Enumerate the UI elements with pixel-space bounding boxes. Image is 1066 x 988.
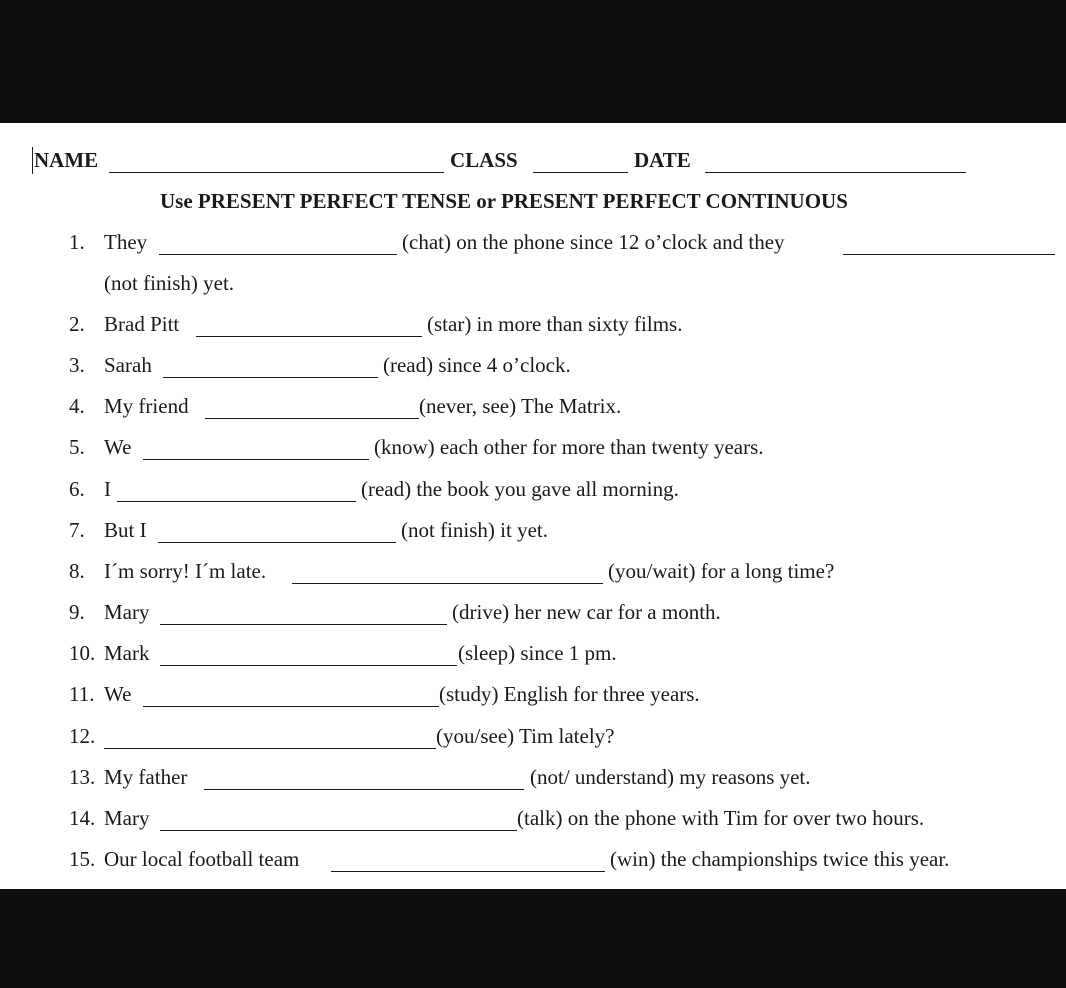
item-number: 8. (69, 559, 85, 583)
name-blank (109, 172, 444, 173)
item-number: 11. (69, 682, 95, 706)
answer-blank (196, 336, 422, 337)
item-number: 3. (69, 353, 85, 377)
name-label: NAME (34, 148, 99, 172)
item-number: 13. (69, 765, 96, 789)
answer-blank (204, 789, 524, 790)
item-number: 14. (69, 806, 96, 830)
answer-blank (843, 254, 1055, 255)
item-number: 6. (69, 477, 85, 501)
item-verb-hint: (talk) on the phone with Tim for over two hours. (517, 806, 925, 830)
item-verb-hint: (win) the championships twice this year. (610, 847, 950, 871)
class-label: CLASS (450, 148, 518, 172)
item-verb-hint: (not finish) it yet. (401, 518, 548, 542)
answer-blank (160, 624, 447, 625)
item-prompt: My father (104, 765, 188, 789)
item-prompt: I´m sorry! I´m late. (104, 559, 267, 583)
item-prompt: Mary (104, 806, 150, 830)
answer-blank (143, 459, 369, 460)
item-prompt: Mark (104, 641, 150, 665)
answer-blank (331, 871, 605, 872)
answer-blank (159, 254, 397, 255)
item-verb-hint: (not/ understand) my reasons yet. (530, 765, 811, 789)
item-prompt: My friend (104, 394, 189, 418)
item-verb-hint: (know) each other for more than twenty years. (374, 435, 764, 459)
item-verb-hint: (you/wait) for a long time? (608, 559, 835, 583)
item-prompt: We (104, 682, 132, 706)
item-number: 15. (69, 847, 96, 871)
item-verb-hint: (sleep) since 1 pm. (458, 641, 617, 665)
item-verb-hint: (read) since 4 o’clock. (383, 353, 571, 377)
answer-blank (160, 830, 517, 831)
item-verb-hint: (never, see) The Matrix. (419, 394, 622, 418)
item-prompt: But I (104, 518, 147, 542)
item-prompt: Brad Pitt (104, 312, 180, 336)
item-number: 1. (69, 230, 85, 254)
item-number: 5. (69, 435, 85, 459)
item-verb-hint: (star) in more than sixty films. (427, 312, 683, 336)
answer-blank (104, 748, 436, 749)
item-verb-hint: (chat) on the phone since 12 o’clock and they (402, 230, 785, 254)
answer-blank (160, 665, 457, 666)
item-continuation: (not finish) yet. (104, 271, 235, 295)
item-prompt: I (104, 477, 111, 501)
answer-blank (117, 501, 356, 502)
item-number: 2. (69, 312, 85, 336)
instructions-heading: Use PRESENT PERFECT TENSE or PRESENT PERFECT CONTINUOUS (160, 189, 848, 213)
answer-blank (205, 418, 419, 419)
item-prompt: Mary (104, 600, 150, 624)
worksheet-page (0, 123, 1066, 889)
answer-blank (292, 583, 603, 584)
item-prompt: We (104, 435, 132, 459)
item-prompt: They (104, 230, 148, 254)
date-label: DATE (634, 148, 691, 172)
class-blank (533, 172, 628, 173)
date-blank (705, 172, 966, 173)
item-number: 10. (69, 641, 96, 665)
item-number: 4. (69, 394, 85, 418)
item-number: 12. (69, 724, 96, 748)
item-number: 7. (69, 518, 85, 542)
item-verb-hint: (read) the book you gave all morning. (361, 477, 679, 501)
answer-blank (158, 542, 396, 543)
item-verb-hint: (study) English for three years. (439, 682, 700, 706)
answer-blank (143, 706, 439, 707)
item-verb-hint: (you/see) Tim lately? (436, 724, 615, 748)
item-prompt: Our local football team (104, 847, 300, 871)
item-prompt: Sarah (104, 353, 152, 377)
text-cursor (32, 147, 33, 174)
item-number: 9. (69, 600, 85, 624)
item-verb-hint: (drive) her new car for a month. (452, 600, 721, 624)
answer-blank (163, 377, 378, 378)
